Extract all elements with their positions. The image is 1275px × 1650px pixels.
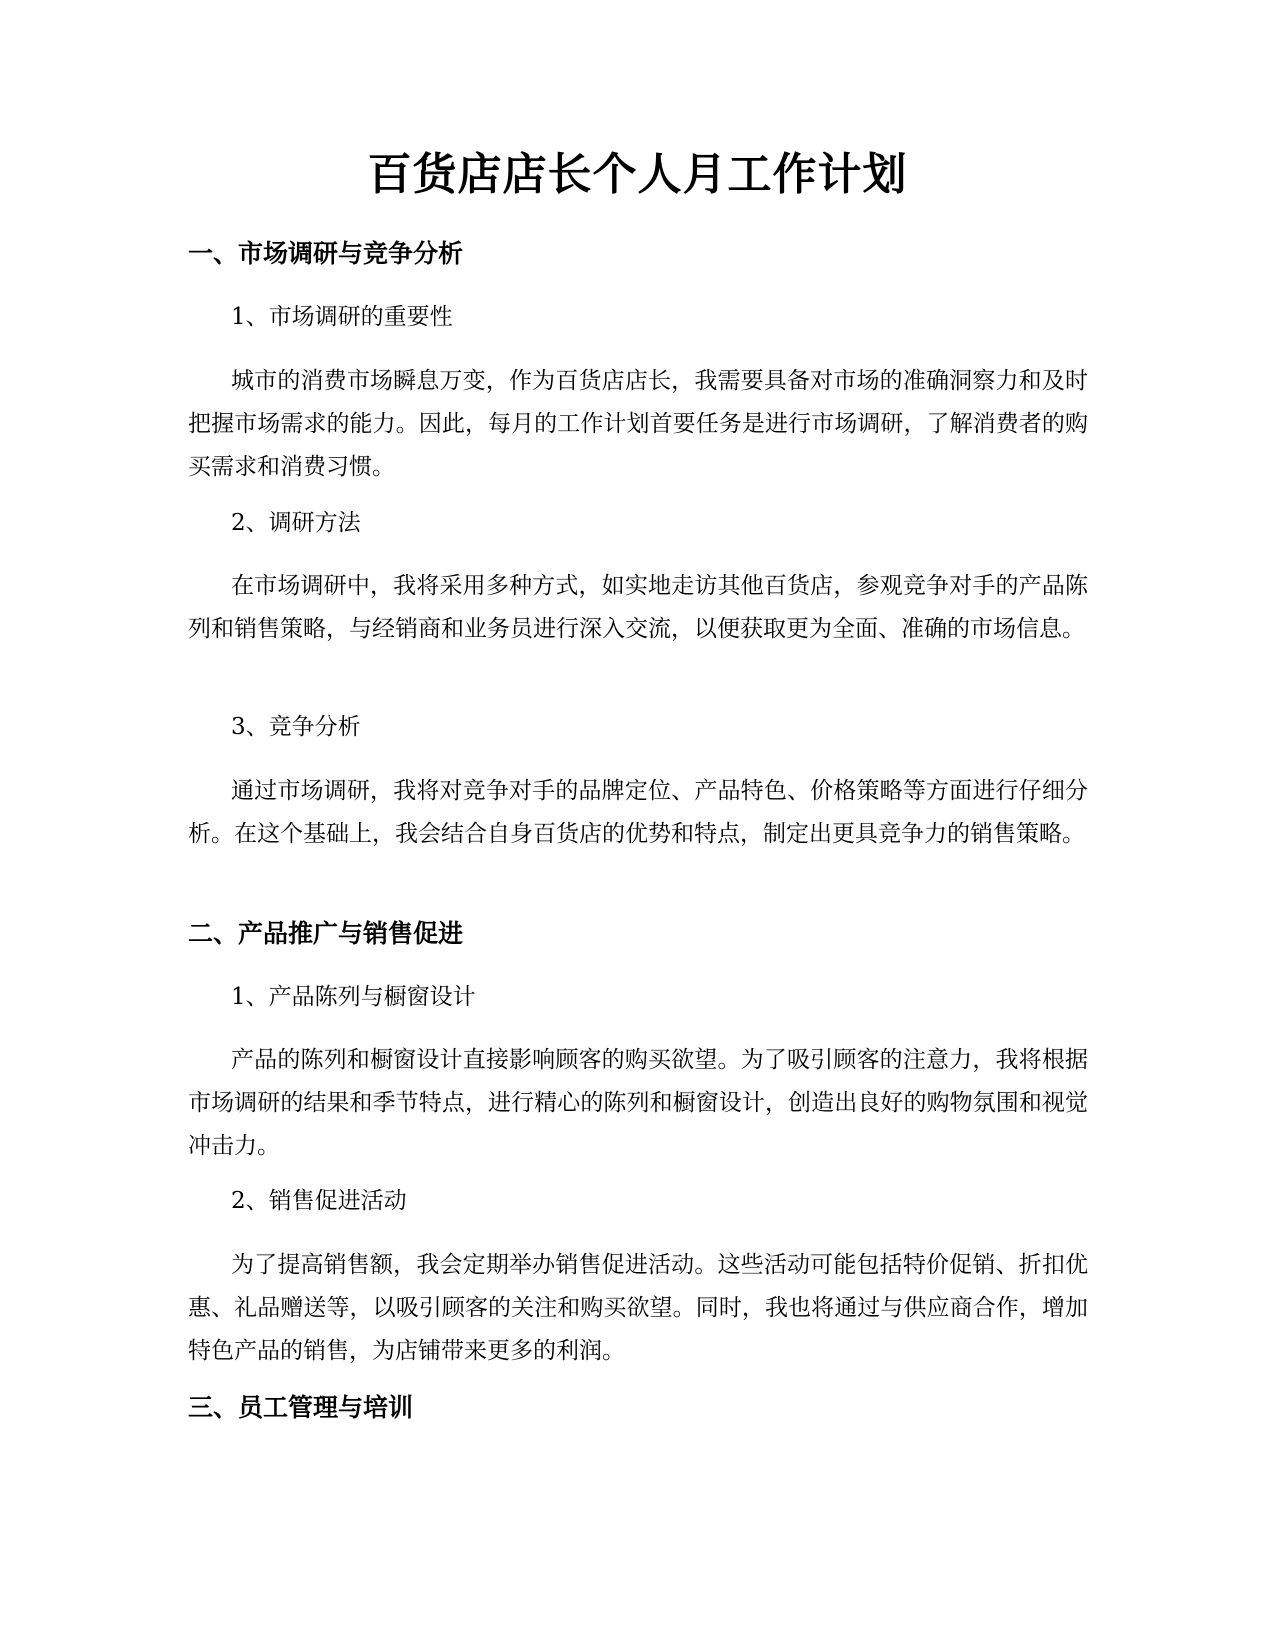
subsection-heading-sales-promotion: 2、销售促进活动 — [231, 1188, 407, 1214]
paragraph-display-design: 产品的陈列和橱窗设计直接影响顾客的购买欲望。为了吸引顾客的注意力，我将根据市场调研的结果和季节特点，进行精心的陈列和橱窗设计，创造出良好的购物氛围和视觉冲击力。 — [188, 1047, 1088, 1159]
section-heading-staff-management: 三、员工管理与培训 — [188, 1393, 414, 1422]
subsection-heading-display-design: 1、产品陈列与橱窗设计 — [231, 984, 476, 1010]
paragraph-research-methods: 在市场调研中，我将采用多种方式，如实地走访其他百货店，参观竞争对手的产品陈列和销售策略，与经销商和业务员进行深入交流，以便获取更为全面、准确的市场信息。 — [188, 573, 1088, 642]
section-heading-product-promotion: 二、产品推广与销售促进 — [188, 919, 464, 948]
paragraph-research-importance: 城市的消费市场瞬息万变，作为百货店店长，我需要具备对市场的准确洞察力和及时把握市场需求的能力。因此，每月的工作计划首要任务是进行市场调研，了解消费者的购买需求和消费习惯。 — [188, 368, 1088, 480]
document-title: 百货店店长个人月工作计划 — [367, 149, 908, 200]
subsection-heading-competition-analysis: 3、竞争分析 — [231, 714, 361, 740]
subsection-heading-research-methods: 2、调研方法 — [231, 510, 361, 536]
paragraph-competition-analysis: 通过市场调研，我将对竞争对手的品牌定位、产品特色、价格策略等方面进行仔细分析。在这个基础上，我会结合自身百货店的优势和特点，制定出更具竞争力的销售策略。 — [188, 778, 1088, 847]
section-heading-market-research: 一、市场调研与竞争分析 — [188, 239, 464, 268]
paragraph-sales-promotion: 为了提高销售额，我会定期举办销售促进活动。这些活动可能包括特价促销、折扣优惠、礼品赠送等，以吸引顾客的关注和购买欲望。同时，我也将通过与供应商合作，增加特色产品的销售，为店铺带来更多的利润。 — [188, 1252, 1088, 1364]
subsection-heading-research-importance: 1、市场调研的重要性 — [231, 304, 453, 330]
